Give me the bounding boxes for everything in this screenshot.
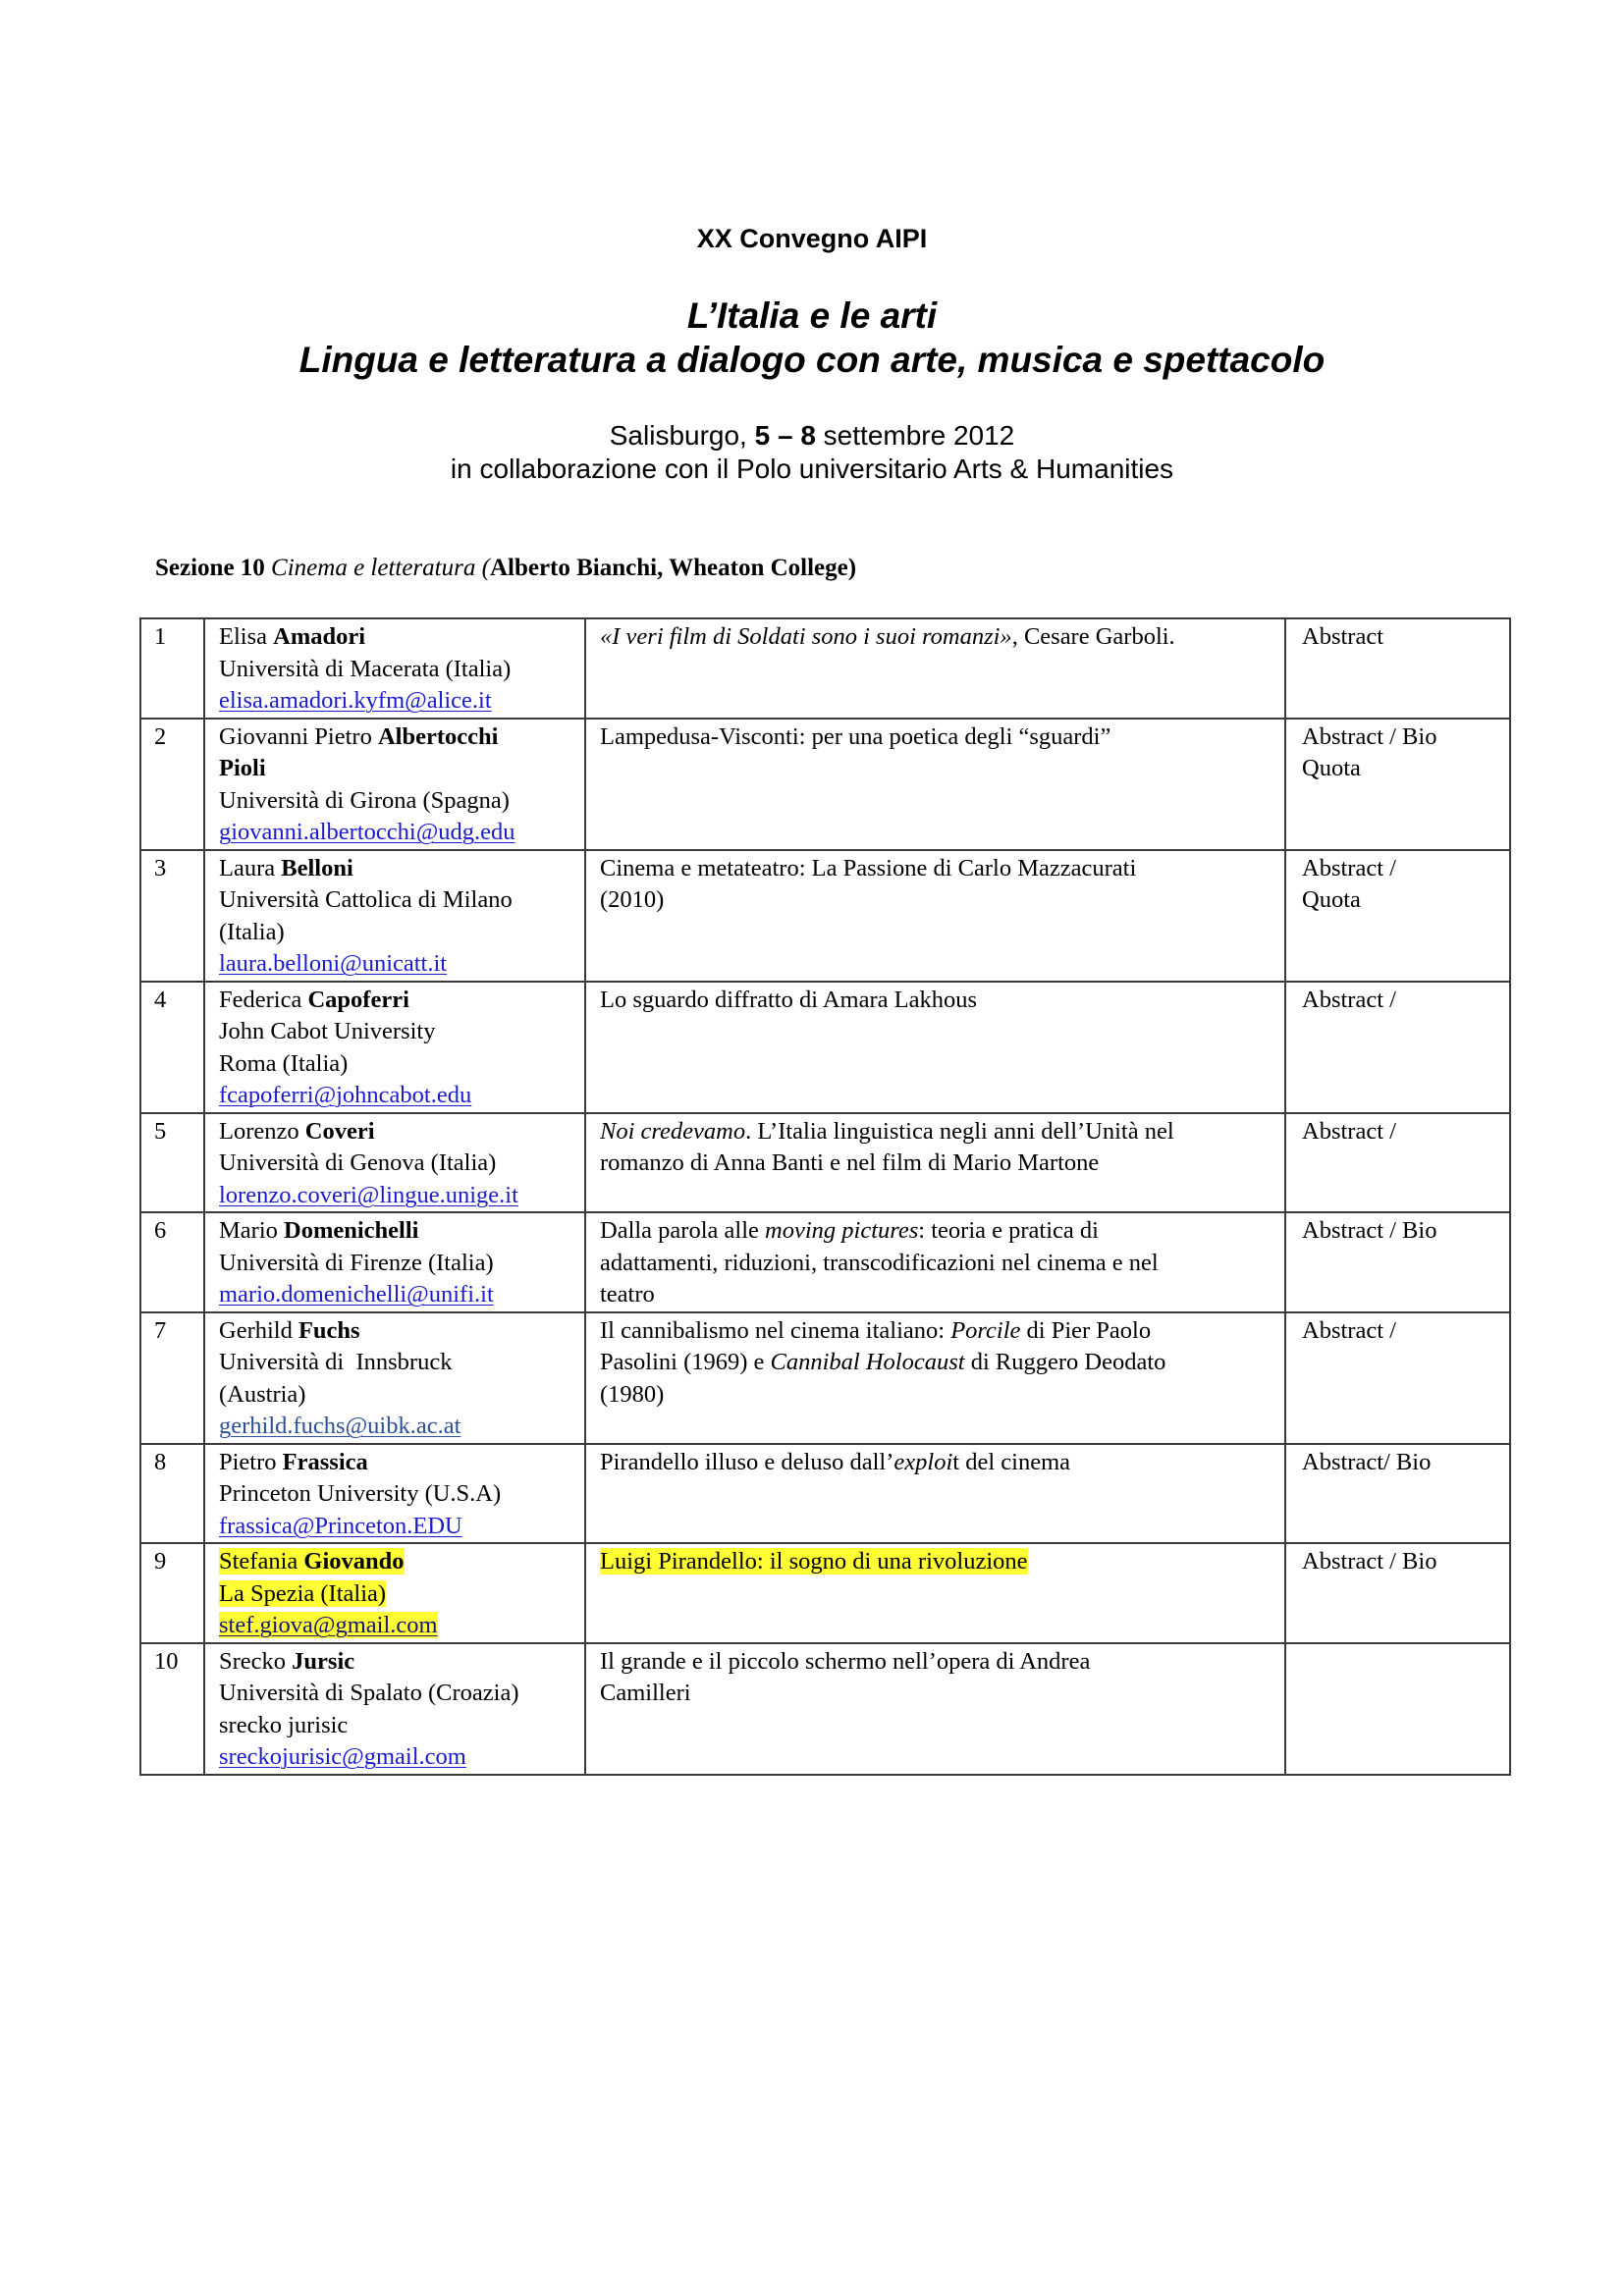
documents-status: Abstract/ Bio [1302, 1448, 1432, 1475]
speaker-name [219, 1116, 574, 1148]
documents-cell [1285, 719, 1510, 850]
speaker-email-link[interactable]: lorenzo.coveri@lingue.unige.it [219, 1181, 518, 1208]
talk-title [585, 719, 1285, 850]
table-row [140, 1643, 1510, 1775]
conference-title: L’Italia e le arti [686, 295, 938, 336]
speaker-last-name: Giovando [303, 1548, 405, 1575]
conference-dates: 5 – 8 [754, 420, 816, 451]
documents-cell [1285, 850, 1510, 982]
row-number: 7 [140, 1312, 204, 1444]
speaker-cell [204, 1312, 585, 1444]
speaker-email-link[interactable]: sreckojurisic@gmail.com [219, 1743, 466, 1770]
talk-title-text: Lampedusa-Visconti: per una poetica degli “sguardi” [600, 722, 1111, 750]
documents-cell [1285, 982, 1510, 1113]
speaker-name [219, 1215, 574, 1248]
speaker-name [219, 853, 574, 885]
row-number: 5 [140, 1113, 204, 1213]
row-number: 4 [140, 982, 204, 1113]
collaboration-note: in collaborazione con il Polo universitario Arts & Humanities [450, 454, 1174, 484]
speaker-cell [204, 1444, 585, 1544]
speaker-first-name: Lorenzo [219, 1117, 305, 1145]
speaker-first-name: Elisa [219, 623, 274, 650]
row-number: 8 [140, 1444, 204, 1544]
speaker-cell [204, 618, 585, 719]
speaker-affiliation: Università di Spalato (Croazia) [219, 1680, 519, 1706]
table-row-highlighted [140, 1543, 1510, 1643]
speaker-cell [204, 1212, 585, 1312]
documents-status: Abstract / [1302, 986, 1396, 1013]
talk-title-text: di Pier Paolo [1020, 1316, 1152, 1344]
talk-title-text: Cinema e metateatro: La Passione di Carlo Mazzacurati [600, 854, 1137, 881]
speaker-name [219, 1546, 574, 1578]
speaker-name-highlight [219, 1548, 405, 1575]
talk-title [585, 618, 1285, 719]
table-row [140, 618, 1510, 719]
speaker-email-link[interactable]: gerhild.fuchs@uibk.ac.at [219, 1413, 461, 1439]
speaker-name [219, 621, 574, 654]
speaker-email-link[interactable]: fcapoferri@johncabot.edu [219, 1082, 472, 1108]
speaker-email-link[interactable]: laura.belloni@unicatt.it [219, 950, 448, 977]
documents-cell [1285, 618, 1510, 719]
documents-status: Abstract / [1302, 1117, 1396, 1145]
speaker-affiliation: Princeton University (U.S.A) [219, 1480, 502, 1507]
section-topic: Cinema e letteratura ( [271, 555, 490, 581]
documents-cell [1285, 1212, 1510, 1312]
row-number: 3 [140, 850, 204, 982]
speaker-affiliation: (Austria) [219, 1380, 306, 1408]
speaker-affiliation: La Spezia (Italia) [219, 1579, 387, 1607]
speaker-first-name: Gerhild [219, 1316, 298, 1344]
speaker-last-name: Frassica [282, 1448, 368, 1475]
talk-title-text: Il grande e il piccolo schermo nell’opera di Andrea [600, 1647, 1091, 1675]
row-number: 2 [140, 719, 204, 850]
speaker-first-name: Srecko [219, 1647, 293, 1675]
speaker-first-name: Mario [219, 1217, 284, 1244]
speaker-cell [204, 719, 585, 850]
talk-title-text: , Cesare Garboli. [1011, 623, 1175, 650]
talk-title-text: : teoria e pratica di [918, 1217, 1099, 1244]
talk-title-italic: Cannibal Holocaust [770, 1349, 965, 1375]
speaker-last-name: Amadori [273, 623, 366, 650]
talk-title [585, 1113, 1285, 1213]
conference-subtitle: Lingua e letteratura a dialogo con arte, musica e spettacolo [298, 340, 1326, 380]
speaker-name [219, 1447, 574, 1479]
speaker-email-link[interactable]: elisa.amadori.kyfm@alice.it [219, 687, 492, 714]
talk-title-text: Lo sguardo diffratto di Amara Lakhous [600, 986, 977, 1013]
documents-cell [1285, 1312, 1510, 1444]
speaker-last-name: Capoferri [307, 986, 409, 1013]
row-number: 10 [140, 1643, 204, 1775]
speaker-affiliation: Università Cattolica di Milano [219, 886, 513, 913]
talk-title-italic: moving pictures [765, 1217, 919, 1244]
section-chair: Alberto Bianchi, Wheaton College) [489, 555, 857, 581]
speaker-last-name: Albertocchi [377, 722, 499, 750]
talk-title [585, 1643, 1285, 1775]
speaker-name [219, 721, 574, 754]
speaker-email-link[interactable]: giovanni.albertocchi@udg.edu [219, 819, 515, 845]
table-row [140, 982, 1510, 1113]
documents-status: Abstract [1302, 623, 1383, 650]
talk-title-text: romanzo di Anna Banti e nel film di Mario Martone [600, 1149, 1100, 1176]
speaker-name [219, 1315, 574, 1348]
talk-title [585, 1444, 1285, 1544]
documents-cell [1285, 1113, 1510, 1213]
speaker-affiliation: Università di Genova (Italia) [219, 1149, 497, 1176]
speaker-first-name: Stefania [219, 1548, 304, 1575]
speaker-cell [204, 982, 585, 1113]
place-suffix: settembre 2012 [815, 420, 1015, 451]
table-row [140, 1312, 1510, 1444]
speaker-affiliation: (Italia) [219, 918, 285, 945]
documents-cell [1285, 1444, 1510, 1544]
conference-name: XX Convegno AIPI [696, 224, 928, 253]
talk-title [585, 1543, 1285, 1643]
talk-title-text: Camilleri [600, 1680, 691, 1706]
speaker-name [219, 985, 574, 1017]
row-number: 6 [140, 1212, 204, 1312]
talk-title-text: Pirandello illuso e deluso dall’ [600, 1448, 894, 1475]
speaker-cell [204, 850, 585, 982]
talk-title-text: Il cannibalismo nel cinema italiano: [600, 1316, 951, 1344]
documents-cell [1285, 1543, 1510, 1643]
speaker-name [219, 1646, 574, 1679]
talk-title-text: t del cinema [952, 1448, 1071, 1475]
speaker-last-name: Belloni [281, 854, 353, 881]
talk-title-italic: Porcile [950, 1316, 1021, 1344]
section-heading [155, 555, 856, 582]
speaker-email-link[interactable]: frassica@Princeton.EDU [219, 1512, 462, 1539]
talk-title-text: teatro [600, 1281, 655, 1308]
speaker-last-name-cont: Pioli [219, 755, 266, 781]
speaker-last-name: Domenichelli [284, 1217, 419, 1244]
documents-status: Abstract / Bio [1302, 1217, 1437, 1244]
conference-place-dates [0, 419, 1624, 453]
speaker-email-link[interactable]: stef.giova@gmail.com [219, 1612, 438, 1638]
talk-title [585, 1312, 1285, 1444]
documents-status: Quota [1302, 886, 1361, 913]
talk-title-text: Pasolini (1969) e [600, 1349, 771, 1375]
documents-status: Quota [1302, 755, 1361, 781]
place-prefix: Salisburgo, [609, 420, 755, 451]
speaker-first-name: Giovanni Pietro [219, 722, 378, 750]
talk-title [585, 850, 1285, 982]
speaker-cell [204, 1643, 585, 1775]
documents-cell [1285, 1643, 1510, 1775]
talk-title-italic: «I veri film di Soldati sono i suoi romanzi» [600, 623, 1012, 650]
speaker-first-name: Federica [219, 986, 308, 1013]
speaker-email-link[interactable]: mario.domenichelli@unifi.it [219, 1281, 494, 1308]
table-row [140, 719, 1510, 850]
speaker-last-name: Coveri [304, 1117, 375, 1145]
documents-status: Abstract / [1302, 854, 1396, 881]
table-row [140, 1113, 1510, 1213]
talk-title [585, 1212, 1285, 1312]
talk-title-text: (1980) [600, 1380, 665, 1408]
talk-title-text: (2010) [600, 886, 665, 913]
speakers-table [139, 617, 1511, 1776]
table-row [140, 850, 1510, 982]
talk-title [585, 982, 1285, 1113]
talk-title-text: . L’Italia linguistica negli anni dell’Unità nel [745, 1117, 1174, 1145]
talk-title-text: Luigi Pirandello: il sogno di una rivoluzione [600, 1548, 1028, 1575]
speaker-affiliation: John Cabot University [219, 1018, 436, 1044]
speaker-affiliation: Roma (Italia) [219, 1049, 349, 1077]
talk-title-text: Dalla parola alle [600, 1217, 766, 1244]
speaker-last-name: Fuchs [298, 1316, 360, 1344]
talk-title-italic: exploi [893, 1448, 953, 1475]
speaker-alt-name: srecko jurisic [219, 1711, 349, 1738]
documents-status: Abstract / [1302, 1316, 1396, 1344]
talk-title-text: adattamenti, riduzioni, transcodificazioni nel cinema e nel [600, 1249, 1159, 1276]
speaker-affiliation: Università di Girona (Spagna) [219, 786, 510, 814]
table-row [140, 1444, 1510, 1544]
speaker-last-name: Jursic [292, 1647, 355, 1675]
speaker-affiliation: Università di Firenze (Italia) [219, 1249, 494, 1276]
speaker-first-name: Laura [219, 854, 282, 881]
row-number: 9 [140, 1543, 204, 1643]
row-number: 1 [140, 618, 204, 719]
speaker-cell [204, 1113, 585, 1213]
documents-status: Abstract / Bio [1302, 1548, 1437, 1575]
documents-status: Abstract / Bio [1302, 722, 1437, 750]
speaker-affiliation: Università di Innsbruck [219, 1349, 453, 1375]
speaker-affiliation: Università di Macerata (Italia) [219, 655, 512, 682]
talk-title-italic: Noi credevamo [600, 1117, 746, 1145]
table-row [140, 1212, 1510, 1312]
speaker-first-name: Pietro [219, 1448, 283, 1475]
talk-title-text: di Ruggero Deodato [964, 1349, 1166, 1375]
speaker-cell [204, 1543, 585, 1643]
section-label: Sezione 10 [155, 555, 272, 581]
